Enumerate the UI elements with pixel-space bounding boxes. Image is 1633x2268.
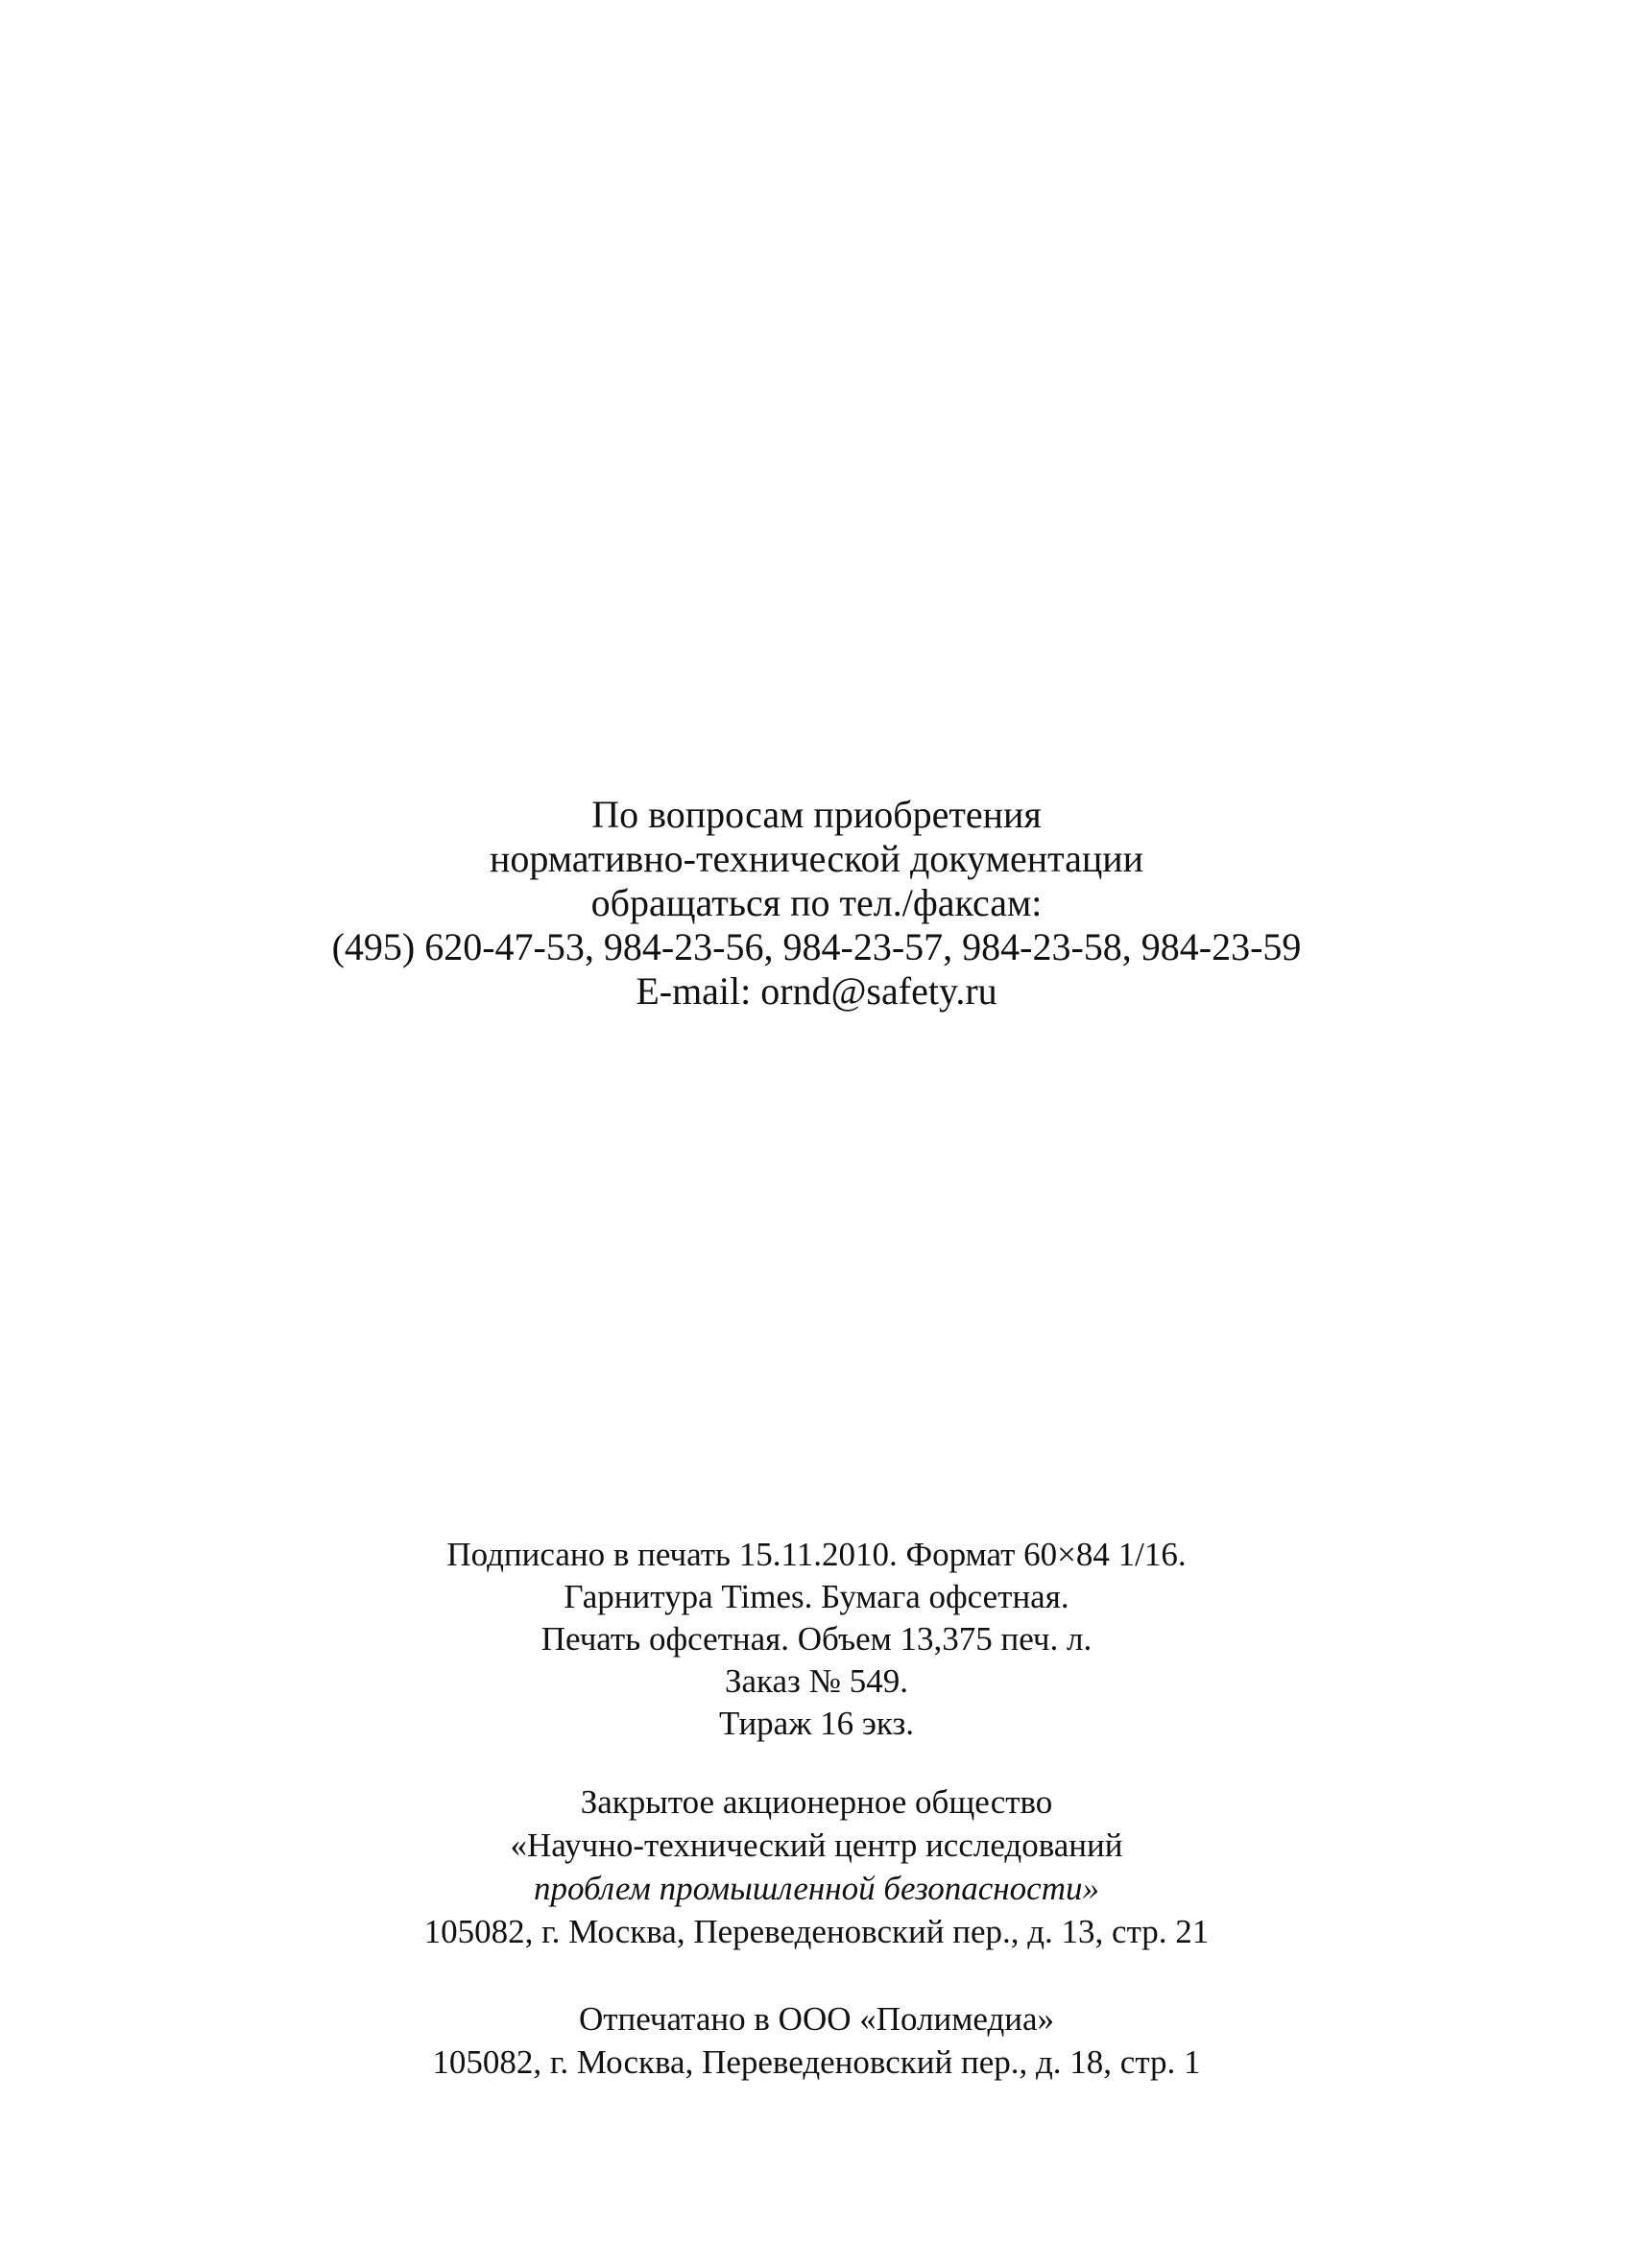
printer-name: Отпечатано в ООО «Полимедиа»: [578, 2000, 1055, 2038]
publisher-name-line-1: «Научно-технический центр исследований: [510, 1826, 1123, 1864]
contact-email: E-mail: ornd@safety.ru: [636, 969, 997, 1013]
publisher-block: [0, 1780, 1633, 1953]
publisher-type: Закрытое акционерное общество: [580, 1783, 1053, 1821]
printer-address: 105082, г. Москва, Переведеновский пер., д. 18, стр. 1: [432, 2043, 1201, 2081]
printer-block: [0, 1997, 1633, 2084]
contact-line-2: нормативно-технической документации: [489, 837, 1144, 880]
contact-line-1: По вопросам приобретения: [591, 793, 1042, 836]
publisher-address: 105082, г. Москва, Переведеновский пер., д. 13, стр. 21: [423, 1913, 1210, 1950]
imprint-printing-volume: Печать офсетная. Объем 13,375 печ. л.: [540, 1620, 1093, 1658]
imprint-order-number: Заказ № 549.: [724, 1662, 909, 1700]
contact-line-3: обращаться по тел./факсам:: [590, 881, 1043, 924]
imprint-signed-format: Подписано в печать 15.11.2010. Формат 60×84 1/16.: [446, 1536, 1187, 1573]
imprint-block: [0, 1534, 1633, 1745]
contact-phones: (495) 620-47-53, 984-23-56, 984-23-57, 984-23-58, 984-23-59: [331, 925, 1302, 968]
ordering-contact-block: [0, 793, 1633, 1014]
publisher-name-line-2: проблем промышленной безопасности»: [533, 1870, 1099, 1907]
imprint-circulation: Тираж 16 экз.: [718, 1705, 915, 1742]
imprint-typeface-paper: Гарнитура Times. Бумага офсетная.: [564, 1578, 1069, 1615]
